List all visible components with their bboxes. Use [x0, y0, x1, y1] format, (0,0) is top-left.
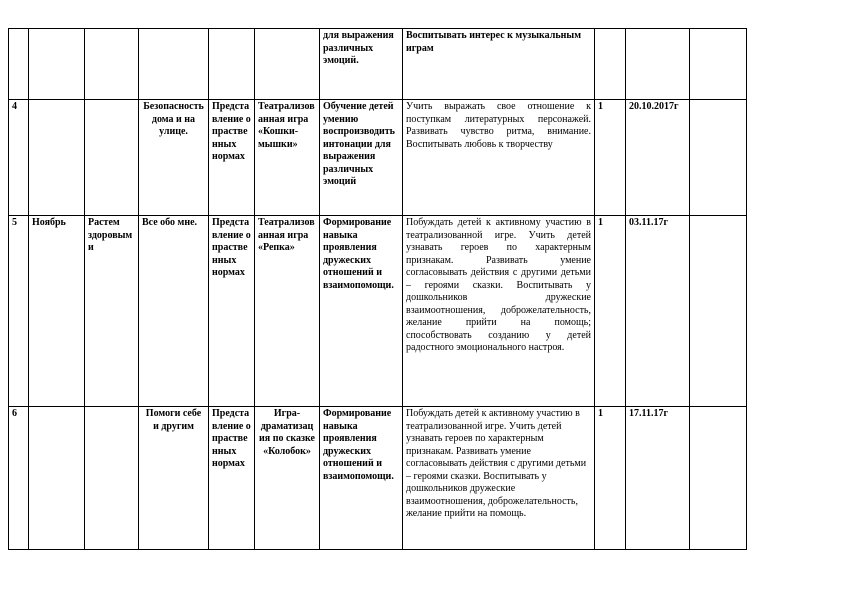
month-cell	[29, 100, 85, 216]
row-number-cell: 4	[9, 100, 29, 216]
theme-cell: Все обо мне.	[139, 216, 209, 407]
theme-cell	[139, 29, 209, 100]
note-cell	[690, 216, 747, 407]
aim-cell: для выражения различных эмоций.	[320, 29, 403, 100]
theme-cell: Помоги себе и другим	[139, 407, 209, 550]
form-cell: Театрализованная игра «Репка»	[255, 216, 320, 407]
month-cell: Ноябрь	[29, 216, 85, 407]
date-cell: 03.11.17г	[626, 216, 690, 407]
date-cell: 17.11.17г	[626, 407, 690, 550]
lesson-plan-table	[8, 28, 747, 550]
form-cell	[255, 29, 320, 100]
section-cell: Представление о праственных нормах	[209, 100, 255, 216]
hours-cell: 1	[595, 216, 626, 407]
hours-cell: 1	[595, 100, 626, 216]
topic-cell: Растем здоровыми	[85, 216, 139, 407]
row-number-cell: 5	[9, 216, 29, 407]
section-cell: Представление о праственных нормах	[209, 216, 255, 407]
table-row	[9, 407, 747, 550]
aim-cell: Обучение детей умению воспроизводить интонации для выражения различных эмоций	[320, 100, 403, 216]
topic-cell	[85, 407, 139, 550]
theme-cell: Безопасность дома и на улице.	[139, 100, 209, 216]
date-cell: 20.10.2017г	[626, 100, 690, 216]
note-cell	[690, 407, 747, 550]
tasks-cell: Учить выражать свое отношение к поступкам литературных персонажей. Развивать чувство ритма, внимание. Воспитывать любовь к творчеству	[403, 100, 595, 216]
topic-cell	[85, 100, 139, 216]
section-cell	[209, 29, 255, 100]
topic-cell	[85, 29, 139, 100]
table-row	[9, 29, 747, 100]
aim-cell: Формирование навыка проявления дружеских отношений и взаимопомощи.	[320, 216, 403, 407]
hours-cell	[595, 29, 626, 100]
table-row	[9, 216, 747, 407]
row-number-cell	[9, 29, 29, 100]
table-row	[9, 100, 747, 216]
note-cell	[690, 100, 747, 216]
aim-cell: Формирование навыка проявления дружеских отношений и взаимопомощи.	[320, 407, 403, 550]
month-cell	[29, 29, 85, 100]
tasks-cell: Побуждать детей к активному участию в театрализованной игре. Учить детей узнавать героев по характерным признакам. Развивать умение согласовывать действия с другими детьми – героями сказки. Воспитывать у дошкольников дружеские взаимоотношения, доброжелательность, желание прийти на помощь.	[403, 407, 595, 550]
date-cell	[626, 29, 690, 100]
section-cell: Представление о праственных нормах	[209, 407, 255, 550]
form-cell: Театрализованная игра «Кошки-мышки»	[255, 100, 320, 216]
note-cell	[690, 29, 747, 100]
form-cell: Игра-драматизация по сказке «Колобок»	[255, 407, 320, 550]
month-cell	[29, 407, 85, 550]
tasks-cell: Воспитывать интерес к музыкальным играм	[403, 29, 595, 100]
row-number-cell: 6	[9, 407, 29, 550]
hours-cell: 1	[595, 407, 626, 550]
tasks-cell: Побуждать детей к активному участию в театрализованной игре. Учить детей узнавать героев по характерным признакам. Развивать умение согласовывать действия с другими детьми – героями сказки. Воспитывать у дошкольников дружеские взаимоотношения, доброжелательность, желание прийти на помощь; способствовать созданию у детей радостного эмоционального настроя.	[403, 216, 595, 407]
